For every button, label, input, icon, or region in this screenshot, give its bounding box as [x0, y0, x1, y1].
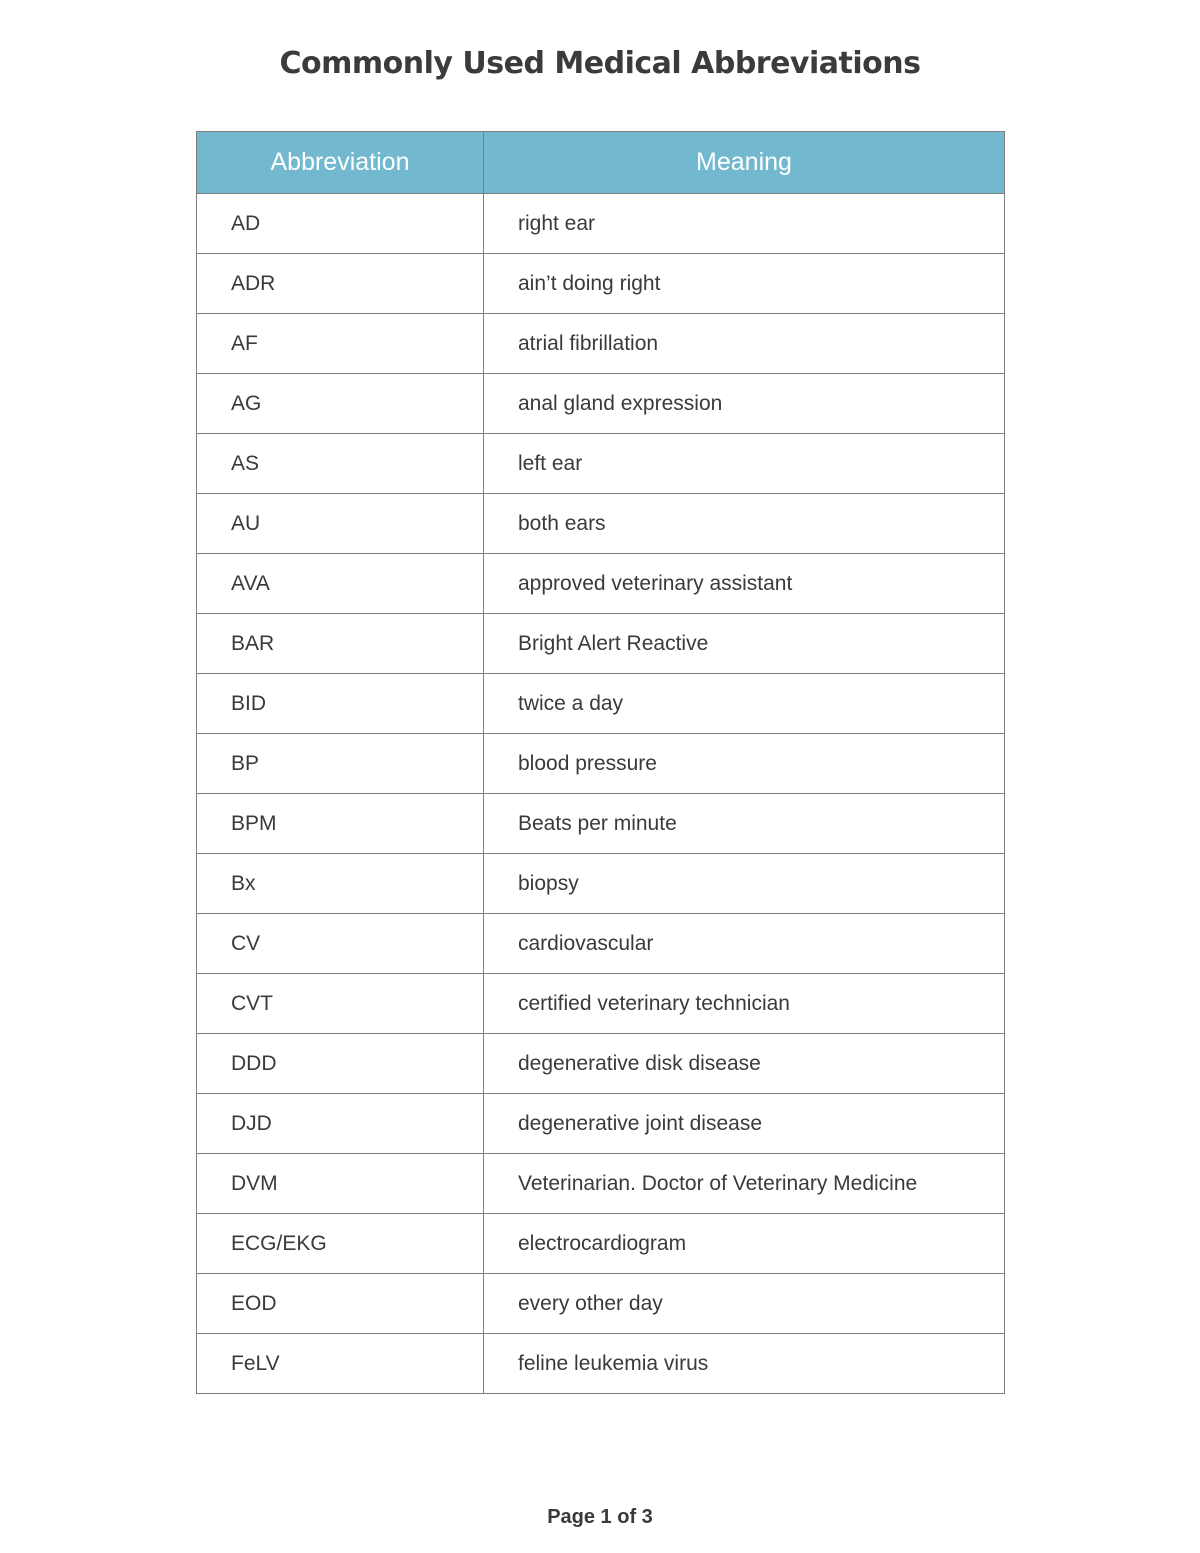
abbreviation-cell: BPM — [197, 794, 484, 854]
table-row — [197, 1214, 1005, 1274]
meaning-cell: blood pressure — [484, 734, 1005, 794]
abbreviation-cell: EOD — [197, 1274, 484, 1334]
table-row — [197, 794, 1005, 854]
table-row — [197, 854, 1005, 914]
table-row — [197, 434, 1005, 494]
table-row — [197, 914, 1005, 974]
abbreviation-cell: Bx — [197, 854, 484, 914]
table-row — [197, 554, 1005, 614]
column-header-abbreviation: Abbreviation — [197, 132, 484, 194]
abbreviation-cell: BAR — [197, 614, 484, 674]
meaning-cell: Bright Alert Reactive — [484, 614, 1005, 674]
abbreviation-cell: ECG/EKG — [197, 1214, 484, 1274]
meaning-cell: Veterinarian. Doctor of Veterinary Medicine — [484, 1154, 1005, 1214]
abbreviation-cell: DDD — [197, 1034, 484, 1094]
abbreviation-cell: CV — [197, 914, 484, 974]
table-row — [197, 254, 1005, 314]
table-row — [197, 1334, 1005, 1394]
abbreviation-cell: AF — [197, 314, 484, 374]
meaning-cell: electrocardiogram — [484, 1214, 1005, 1274]
meaning-cell: anal gland expression — [484, 374, 1005, 434]
meaning-cell: cardiovascular — [484, 914, 1005, 974]
table-row — [197, 1034, 1005, 1094]
meaning-cell: Beats per minute — [484, 794, 1005, 854]
abbreviation-cell: AS — [197, 434, 484, 494]
abbreviation-cell: AG — [197, 374, 484, 434]
table-header-row — [197, 132, 1005, 194]
meaning-cell: twice a day — [484, 674, 1005, 734]
meaning-cell: degenerative joint disease — [484, 1094, 1005, 1154]
meaning-cell: certified veterinary technician — [484, 974, 1005, 1034]
column-header-meaning: Meaning — [484, 132, 1005, 194]
abbreviation-cell: AD — [197, 194, 484, 254]
page-title: Commonly Used Medical Abbreviations — [279, 46, 921, 81]
abbreviation-cell: AVA — [197, 554, 484, 614]
meaning-cell: ain’t doing right — [484, 254, 1005, 314]
meaning-cell: degenerative disk disease — [484, 1034, 1005, 1094]
table-row — [197, 974, 1005, 1034]
abbreviation-cell: DVM — [197, 1154, 484, 1214]
table-row — [197, 194, 1005, 254]
table-row — [197, 314, 1005, 374]
table-row — [197, 1274, 1005, 1334]
abbreviation-cell: ADR — [197, 254, 484, 314]
table-body — [197, 194, 1005, 1394]
table-row — [197, 374, 1005, 434]
table-row — [197, 1154, 1005, 1214]
meaning-cell: atrial fibrillation — [484, 314, 1005, 374]
page-number: Page 1 of 3 — [547, 1506, 653, 1528]
table-row — [197, 734, 1005, 794]
meaning-cell: approved veterinary assistant — [484, 554, 1005, 614]
table-row — [197, 614, 1005, 674]
table-row — [197, 494, 1005, 554]
abbreviations-table — [196, 131, 1005, 1394]
meaning-cell: left ear — [484, 434, 1005, 494]
meaning-cell: every other day — [484, 1274, 1005, 1334]
meaning-cell: biopsy — [484, 854, 1005, 914]
table-row — [197, 674, 1005, 734]
abbreviation-cell: AU — [197, 494, 484, 554]
meaning-cell: both ears — [484, 494, 1005, 554]
abbreviation-cell: BID — [197, 674, 484, 734]
abbreviation-cell: CVT — [197, 974, 484, 1034]
abbreviation-cell: DJD — [197, 1094, 484, 1154]
meaning-cell: feline leukemia virus — [484, 1334, 1005, 1394]
abbreviation-cell: FeLV — [197, 1334, 484, 1394]
abbreviation-cell: BP — [197, 734, 484, 794]
meaning-cell: right ear — [484, 194, 1005, 254]
table-row — [197, 1094, 1005, 1154]
